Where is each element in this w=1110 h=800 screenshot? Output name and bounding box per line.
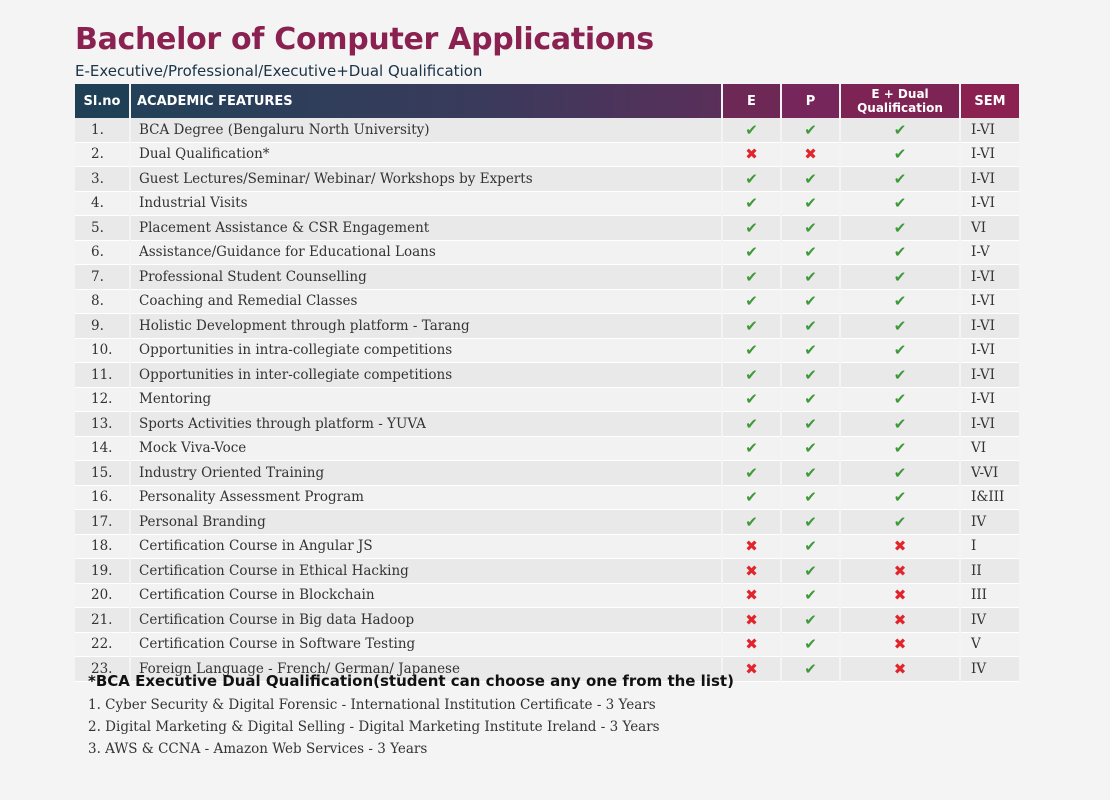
row-mark-ed-check-icon — [841, 167, 959, 192]
row-sem: I-V — [961, 241, 1019, 266]
row-sem: I-VI — [961, 192, 1019, 217]
check-icon: ✔ — [804, 365, 817, 384]
check-icon: ✔ — [804, 635, 817, 654]
row-mark-p-check-icon — [782, 388, 839, 413]
cross-icon: ✖ — [745, 586, 758, 605]
row-sem: I-VI — [961, 290, 1019, 315]
row-sem: IV — [961, 510, 1019, 535]
row-mark-e-check-icon — [723, 290, 780, 315]
cross-icon: ✖ — [745, 610, 758, 629]
table-row — [75, 388, 1019, 413]
check-icon: ✔ — [893, 463, 907, 482]
row-mark-p-check-icon — [782, 265, 839, 290]
row-mark-p-check-icon — [782, 437, 839, 462]
row-mark-p-check-icon — [782, 510, 839, 535]
row-mark-p-check-icon — [782, 241, 839, 266]
header-executive-dual-line2: Qualification — [857, 101, 943, 115]
row-feature: Placement Assistance & CSR Engagement — [131, 216, 721, 241]
check-icon: ✔ — [893, 194, 907, 213]
row-feature: Dual Qualification* — [131, 143, 721, 168]
table-row — [75, 437, 1019, 462]
row-sem: I-VI — [961, 314, 1019, 339]
row-mark-e-check-icon — [723, 461, 780, 486]
table-row — [75, 118, 1019, 143]
check-icon: ✔ — [804, 414, 817, 433]
row-mark-p-check-icon — [782, 608, 839, 633]
table-row — [75, 559, 1019, 584]
row-slno: 1. — [75, 118, 129, 143]
row-feature: Certification Course in Ethical Hacking — [131, 559, 721, 584]
row-mark-p-check-icon — [782, 412, 839, 437]
table-row — [75, 486, 1019, 511]
row-mark-p-check-icon — [782, 363, 839, 388]
row-mark-ed-check-icon — [841, 461, 959, 486]
table-row — [75, 192, 1019, 217]
row-mark-e-check-icon — [723, 167, 780, 192]
row-slno: 23. — [75, 657, 129, 682]
check-icon: ✔ — [804, 463, 817, 482]
check-icon: ✔ — [804, 488, 817, 507]
row-sem: I&III — [961, 486, 1019, 511]
row-slno: 5. — [75, 216, 129, 241]
check-icon: ✔ — [804, 267, 817, 286]
check-icon: ✔ — [804, 659, 817, 678]
row-mark-e-check-icon — [723, 314, 780, 339]
row-feature: Holistic Development through platform - Tarang — [131, 314, 721, 339]
row-sem: II — [961, 559, 1019, 584]
check-icon: ✔ — [804, 390, 817, 409]
check-icon: ✔ — [893, 439, 907, 458]
row-slno: 19. — [75, 559, 129, 584]
row-mark-p-check-icon — [782, 559, 839, 584]
row-slno: 12. — [75, 388, 129, 413]
page-subtitle: E-Executive/Professional/Executive+Dual Qualification — [75, 62, 483, 80]
row-slno: 6. — [75, 241, 129, 266]
header-semester: SEM — [961, 84, 1019, 118]
check-icon: ✔ — [745, 218, 758, 237]
check-icon: ✔ — [893, 292, 907, 311]
row-feature: Certification Course in Big data Hadoop — [131, 608, 721, 633]
check-icon: ✔ — [804, 512, 817, 531]
table-row — [75, 461, 1019, 486]
row-feature: Assistance/Guidance for Educational Loans — [131, 241, 721, 266]
check-icon: ✔ — [745, 292, 758, 311]
row-sem: I-VI — [961, 167, 1019, 192]
cross-icon: ✖ — [745, 561, 758, 580]
cross-icon: ✖ — [893, 586, 907, 605]
features-table — [73, 84, 1021, 682]
row-mark-e-check-icon — [723, 510, 780, 535]
row-slno: 13. — [75, 412, 129, 437]
row-mark-e-cross-icon — [723, 633, 780, 658]
row-slno: 3. — [75, 167, 129, 192]
row-feature: Industry Oriented Training — [131, 461, 721, 486]
row-mark-p-check-icon — [782, 584, 839, 609]
header-executive-dual-line1: E + Dual — [871, 87, 929, 101]
row-mark-p-check-icon — [782, 633, 839, 658]
table-row — [75, 216, 1019, 241]
row-sem: I-VI — [961, 339, 1019, 364]
check-icon: ✔ — [745, 390, 758, 409]
check-icon: ✔ — [893, 390, 907, 409]
row-feature: Opportunities in inter-collegiate competitions — [131, 363, 721, 388]
table-row — [75, 265, 1019, 290]
footnote-item: 1. Cyber Security & Digital Forensic - International Institution Certificate - 3 Years — [88, 697, 656, 713]
check-icon: ✔ — [804, 169, 817, 188]
row-mark-ed-check-icon — [841, 486, 959, 511]
row-feature: Opportunities in intra-collegiate competitions — [131, 339, 721, 364]
check-icon: ✔ — [745, 194, 758, 213]
row-mark-ed-cross-icon — [841, 584, 959, 609]
row-feature: Mentoring — [131, 388, 721, 413]
check-icon: ✔ — [804, 561, 817, 580]
check-icon: ✔ — [804, 586, 817, 605]
cross-icon: ✖ — [745, 635, 758, 654]
row-feature: Mock Viva-Voce — [131, 437, 721, 462]
row-mark-ed-check-icon — [841, 437, 959, 462]
check-icon: ✔ — [804, 537, 817, 556]
row-mark-p-check-icon — [782, 167, 839, 192]
header-executive-dual — [841, 84, 959, 118]
row-sem: I-VI — [961, 143, 1019, 168]
check-icon: ✔ — [745, 341, 758, 360]
header-slno: Sl.no — [75, 84, 129, 118]
row-sem: VI — [961, 437, 1019, 462]
row-mark-ed-check-icon — [841, 290, 959, 315]
header-professional: P — [782, 84, 839, 118]
row-mark-e-check-icon — [723, 412, 780, 437]
row-mark-ed-cross-icon — [841, 535, 959, 560]
row-slno: 18. — [75, 535, 129, 560]
cross-icon: ✖ — [893, 635, 907, 654]
table-row — [75, 339, 1019, 364]
row-mark-e-check-icon — [723, 216, 780, 241]
table-row — [75, 167, 1019, 192]
row-feature: BCA Degree (Bengaluru North University) — [131, 118, 721, 143]
cross-icon: ✖ — [804, 145, 817, 164]
cross-icon: ✖ — [745, 659, 758, 678]
row-mark-e-check-icon — [723, 118, 780, 143]
row-mark-ed-check-icon — [841, 314, 959, 339]
row-mark-ed-cross-icon — [841, 608, 959, 633]
check-icon: ✔ — [893, 488, 907, 507]
row-mark-e-cross-icon — [723, 584, 780, 609]
row-mark-ed-check-icon — [841, 241, 959, 266]
check-icon: ✔ — [893, 145, 907, 164]
check-icon: ✔ — [893, 120, 907, 139]
row-sem: I-VI — [961, 118, 1019, 143]
row-mark-p-check-icon — [782, 535, 839, 560]
row-mark-ed-check-icon — [841, 388, 959, 413]
cross-icon: ✖ — [893, 537, 907, 556]
cross-icon: ✖ — [745, 145, 758, 164]
row-slno: 16. — [75, 486, 129, 511]
table-row — [75, 633, 1019, 658]
row-mark-ed-check-icon — [841, 143, 959, 168]
row-sem: V — [961, 633, 1019, 658]
row-feature: Professional Student Counselling — [131, 265, 721, 290]
check-icon: ✔ — [745, 439, 758, 458]
cross-icon: ✖ — [893, 659, 907, 678]
row-slno: 15. — [75, 461, 129, 486]
row-mark-ed-check-icon — [841, 412, 959, 437]
row-mark-p-check-icon — [782, 339, 839, 364]
cross-icon: ✖ — [893, 610, 907, 629]
check-icon: ✔ — [893, 414, 907, 433]
row-mark-ed-cross-icon — [841, 559, 959, 584]
check-icon: ✔ — [893, 341, 907, 360]
row-sem: I-VI — [961, 388, 1019, 413]
table-body — [75, 118, 1019, 682]
row-mark-e-check-icon — [723, 241, 780, 266]
check-icon: ✔ — [804, 194, 817, 213]
header-executive: E — [723, 84, 780, 118]
row-sem: IV — [961, 657, 1019, 682]
page-title: Bachelor of Computer Applications — [75, 22, 654, 57]
row-mark-ed-cross-icon — [841, 657, 959, 682]
row-feature: Certification Course in Angular JS — [131, 535, 721, 560]
row-mark-p-check-icon — [782, 118, 839, 143]
check-icon: ✔ — [745, 488, 758, 507]
row-mark-p-cross-icon — [782, 143, 839, 168]
row-sem: V-VI — [961, 461, 1019, 486]
check-icon: ✔ — [745, 512, 758, 531]
check-icon: ✔ — [745, 463, 758, 482]
table-row — [75, 510, 1019, 535]
row-slno: 14. — [75, 437, 129, 462]
footnote-list — [88, 694, 660, 760]
row-mark-ed-cross-icon — [841, 633, 959, 658]
check-icon: ✔ — [745, 414, 758, 433]
cross-icon: ✖ — [893, 561, 907, 580]
row-mark-e-check-icon — [723, 192, 780, 217]
check-icon: ✔ — [804, 292, 817, 311]
check-icon: ✔ — [804, 120, 817, 139]
check-icon: ✔ — [893, 267, 907, 286]
row-sem: IV — [961, 608, 1019, 633]
check-icon: ✔ — [804, 243, 817, 262]
row-mark-ed-check-icon — [841, 216, 959, 241]
footnote-title: *BCA Executive Dual Qualification(student can choose any one from the list) — [88, 672, 734, 690]
row-mark-e-check-icon — [723, 339, 780, 364]
row-mark-e-check-icon — [723, 363, 780, 388]
check-icon: ✔ — [893, 218, 907, 237]
row-mark-ed-check-icon — [841, 363, 959, 388]
row-mark-p-check-icon — [782, 290, 839, 315]
check-icon: ✔ — [893, 243, 907, 262]
row-mark-p-check-icon — [782, 314, 839, 339]
table-row — [75, 535, 1019, 560]
footnote-item: 2. Digital Marketing & Digital Selling - Digital Marketing Institute Ireland - 3 Years — [88, 719, 660, 735]
row-slno: 10. — [75, 339, 129, 364]
check-icon: ✔ — [893, 365, 907, 384]
row-feature: Coaching and Remedial Classes — [131, 290, 721, 315]
row-feature: Sports Activities through platform - YUVA — [131, 412, 721, 437]
table-row — [75, 143, 1019, 168]
check-icon: ✔ — [893, 316, 907, 335]
row-sem: I — [961, 535, 1019, 560]
row-sem: III — [961, 584, 1019, 609]
check-icon: ✔ — [745, 267, 758, 286]
row-mark-p-check-icon — [782, 216, 839, 241]
row-feature: Personality Assessment Program — [131, 486, 721, 511]
row-mark-ed-check-icon — [841, 265, 959, 290]
check-icon: ✔ — [804, 316, 817, 335]
row-mark-ed-check-icon — [841, 118, 959, 143]
row-slno: 4. — [75, 192, 129, 217]
row-mark-p-check-icon — [782, 192, 839, 217]
row-mark-ed-check-icon — [841, 510, 959, 535]
row-mark-e-cross-icon — [723, 143, 780, 168]
footnote-item: 3. AWS & CCNA - Amazon Web Services - 3 Years — [88, 741, 428, 757]
table-row — [75, 412, 1019, 437]
row-slno: 11. — [75, 363, 129, 388]
row-sem: I-VI — [961, 412, 1019, 437]
row-sem: I-VI — [961, 265, 1019, 290]
cross-icon: ✖ — [745, 537, 758, 556]
row-slno: 9. — [75, 314, 129, 339]
row-slno: 21. — [75, 608, 129, 633]
check-icon: ✔ — [804, 218, 817, 237]
row-slno: 7. — [75, 265, 129, 290]
row-sem: VI — [961, 216, 1019, 241]
check-icon: ✔ — [804, 610, 817, 629]
check-icon: ✔ — [745, 316, 758, 335]
check-icon: ✔ — [893, 512, 907, 531]
check-icon: ✔ — [804, 439, 817, 458]
row-mark-e-check-icon — [723, 265, 780, 290]
row-slno: 17. — [75, 510, 129, 535]
row-mark-e-cross-icon — [723, 559, 780, 584]
check-icon: ✔ — [893, 169, 907, 188]
check-icon: ✔ — [745, 243, 758, 262]
row-slno: 20. — [75, 584, 129, 609]
table-row — [75, 584, 1019, 609]
check-icon: ✔ — [804, 341, 817, 360]
row-slno: 2. — [75, 143, 129, 168]
table-header-row — [75, 84, 1019, 118]
row-feature: Foreign Language - French/ German/ Japanese — [131, 657, 721, 682]
row-mark-ed-check-icon — [841, 192, 959, 217]
table-row — [75, 608, 1019, 633]
check-icon: ✔ — [745, 169, 758, 188]
row-mark-e-check-icon — [723, 437, 780, 462]
check-icon: ✔ — [745, 365, 758, 384]
table-row — [75, 363, 1019, 388]
row-slno: 22. — [75, 633, 129, 658]
table-row — [75, 290, 1019, 315]
row-mark-p-check-icon — [782, 657, 839, 682]
row-sem: I-VI — [961, 363, 1019, 388]
row-mark-ed-check-icon — [841, 339, 959, 364]
row-feature: Certification Course in Software Testing — [131, 633, 721, 658]
row-mark-e-check-icon — [723, 388, 780, 413]
table-row — [75, 241, 1019, 266]
row-mark-p-check-icon — [782, 461, 839, 486]
row-feature: Personal Branding — [131, 510, 721, 535]
row-mark-p-check-icon — [782, 486, 839, 511]
row-feature: Certification Course in Blockchain — [131, 584, 721, 609]
row-feature: Industrial Visits — [131, 192, 721, 217]
header-academic-features: ACADEMIC FEATURES — [131, 84, 721, 118]
row-mark-e-cross-icon — [723, 608, 780, 633]
check-icon: ✔ — [745, 120, 758, 139]
row-mark-e-check-icon — [723, 486, 780, 511]
row-feature: Guest Lectures/Seminar/ Webinar/ Workshops by Experts — [131, 167, 721, 192]
row-slno: 8. — [75, 290, 129, 315]
row-mark-e-cross-icon — [723, 535, 780, 560]
table-row — [75, 314, 1019, 339]
